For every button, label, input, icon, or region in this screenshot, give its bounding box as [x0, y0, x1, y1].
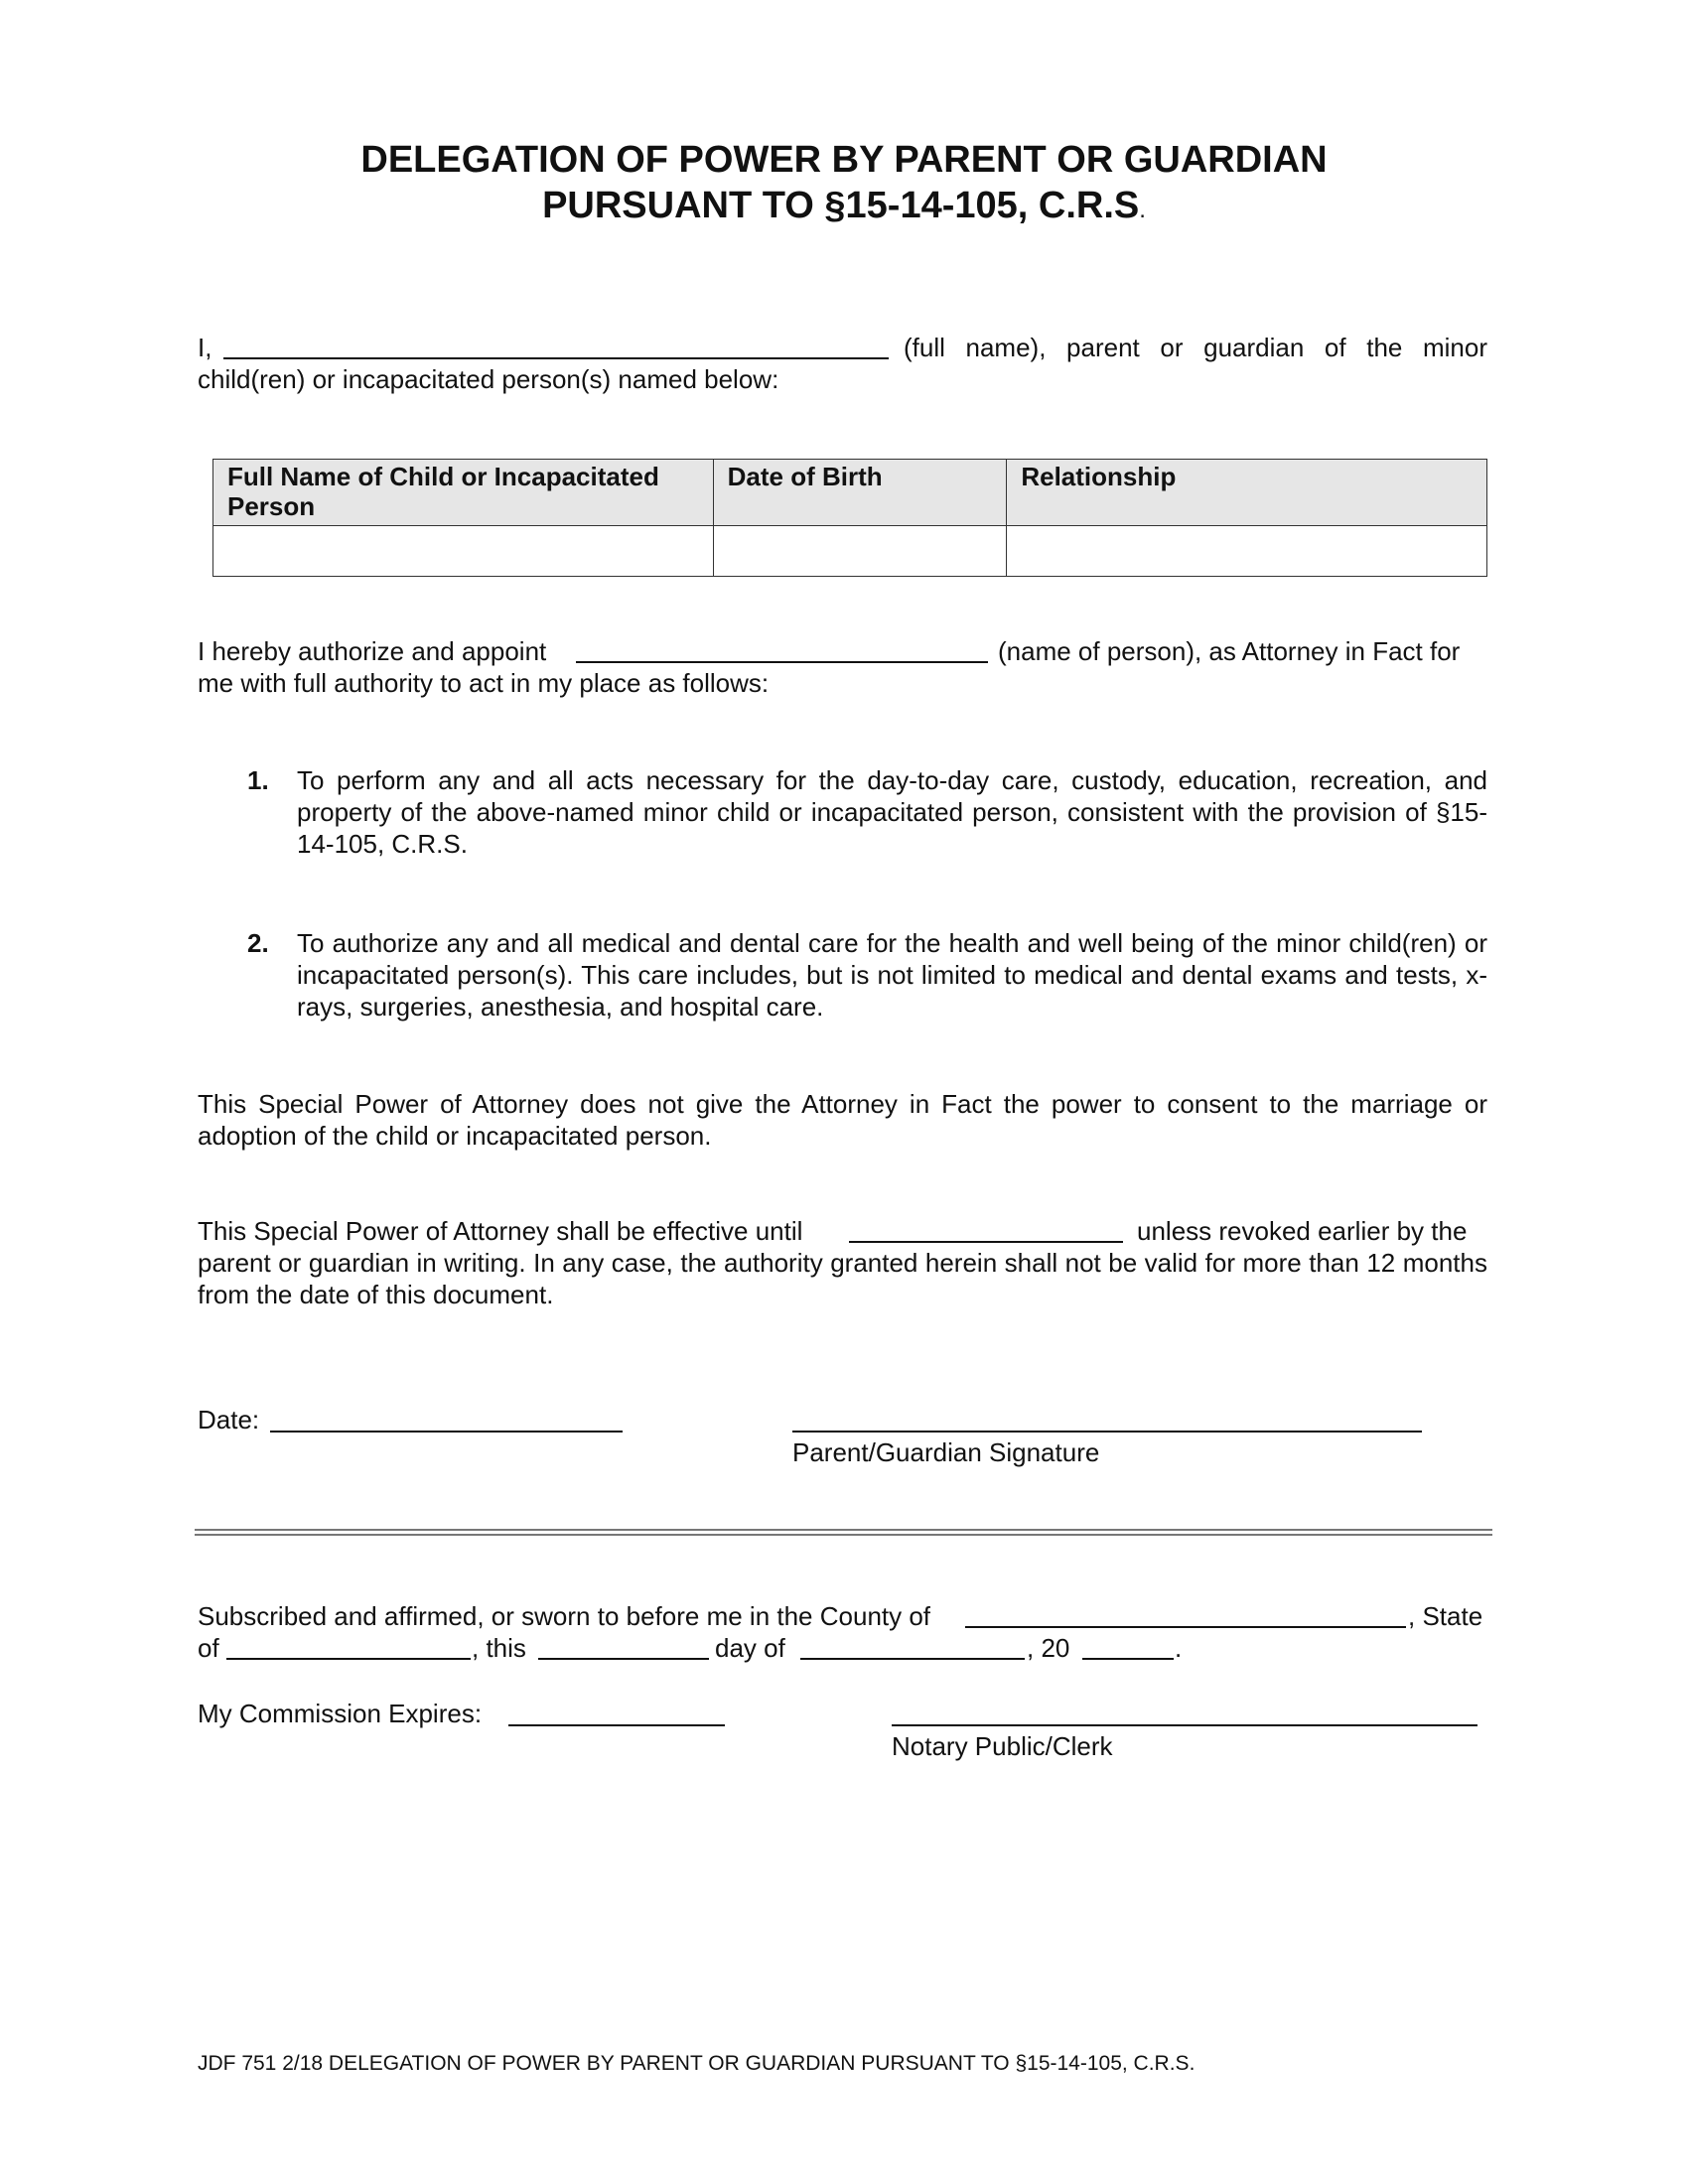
appoint-suffix: (name of person), as Attorney in Fact for — [998, 636, 1461, 666]
intro-line-2: child(ren) or incapacitated person(s) named below: — [198, 364, 779, 394]
item-2-number: 2. — [247, 928, 269, 958]
cell-relationship[interactable] — [1007, 526, 1487, 577]
item-1-text: To perform any and all acts necessary for the day-to-day care, custody, education, recreation, and property of the above-named minor child or incapacitated person, consistent with the provision of §15-14-105, C.R.S. — [297, 765, 1487, 859]
item-1-number: 1. — [247, 765, 269, 795]
children-table — [212, 459, 1487, 577]
date-label: Date: — [198, 1405, 260, 1434]
year-field[interactable] — [1082, 1658, 1174, 1660]
form-title-period: . — [1139, 197, 1146, 223]
table-header-row — [213, 460, 1487, 526]
table-row — [213, 526, 1487, 577]
no-marriage-clause: This Special Power of Attorney does not give the Attorney in Fact the power to consent to the marriage or adoption of the child or incapacitated person. — [198, 1089, 1487, 1151]
effective-suffix: unless revoked earlier by the — [1137, 1216, 1468, 1246]
header-date-of-birth: Date of Birth — [713, 460, 1007, 526]
header-relationship: Relationship — [1007, 460, 1487, 526]
intro-prefix: I, — [198, 333, 212, 362]
notary-day-of-label: day of — [715, 1633, 785, 1663]
parent-signature-label: Parent/Guardian Signature — [792, 1437, 1100, 1467]
appoint-prefix: I hereby authorize and appoint — [198, 636, 547, 666]
header-full-name: Full Name of Child or Incapacitated Person — [213, 460, 714, 526]
item-2-text: To authorize any and all medical and dental care for the health and well being of the minor child(ren) or incapacitated person(s). This care includes, but is not limited to medical and dental exams and tests, x-rays, surgeries, anesthesia, and hospital care. — [297, 928, 1487, 1022]
form-title-line-2 — [0, 183, 1688, 233]
notary-line-1-prefix: Subscribed and affirmed, or sworn to before me in the County of — [198, 1601, 931, 1631]
intro-suffix: (full name), parent or guardian of the minor — [904, 333, 1487, 362]
effective-date-field[interactable] — [849, 1241, 1123, 1243]
cell-child-name[interactable] — [213, 526, 714, 577]
day-field[interactable] — [538, 1658, 709, 1660]
state-field[interactable] — [226, 1658, 471, 1660]
parent-signature-field[interactable] — [792, 1431, 1422, 1433]
form-title-line-1: DELEGATION OF POWER BY PARENT OR GUARDIAN — [360, 139, 1328, 181]
commission-label: My Commission Expires: — [198, 1699, 483, 1728]
notary-signature-field[interactable] — [892, 1724, 1477, 1726]
month-field[interactable] — [800, 1658, 1025, 1660]
full-name-field[interactable] — [223, 357, 889, 359]
notary-year-label: , 20 — [1027, 1633, 1070, 1663]
notary-line-1-suffix: , State — [1408, 1601, 1483, 1631]
date-field[interactable] — [270, 1431, 623, 1433]
effective-rest: parent or guardian in writing. In any case, the authority granted herein shall not be valid for more than 12 months from the date of this document. — [198, 1248, 1487, 1309]
form-title-citation: PURSUANT TO §15-14-105, C.R.S — [542, 185, 1140, 226]
appoint-line-2: me with full authority to act in my place as follows: — [198, 668, 770, 698]
notary-of-label: of — [198, 1633, 219, 1663]
section-divider — [195, 1529, 1492, 1536]
notary-signature-label: Notary Public/Clerk — [892, 1731, 1113, 1761]
notary-period: . — [1175, 1633, 1183, 1663]
county-field[interactable] — [965, 1626, 1406, 1628]
effective-prefix: This Special Power of Attorney shall be effective until — [198, 1216, 803, 1246]
commission-expiry-field[interactable] — [508, 1724, 725, 1726]
cell-date-of-birth[interactable] — [713, 526, 1007, 577]
notary-this-label: , this — [472, 1633, 526, 1663]
form-footer: JDF 751 2/18 DELEGATION OF POWER BY PARENT OR GUARDIAN PURSUANT TO §15-14-105, C.R.S. — [198, 2052, 1196, 2075]
attorney-name-field[interactable] — [576, 661, 988, 663]
